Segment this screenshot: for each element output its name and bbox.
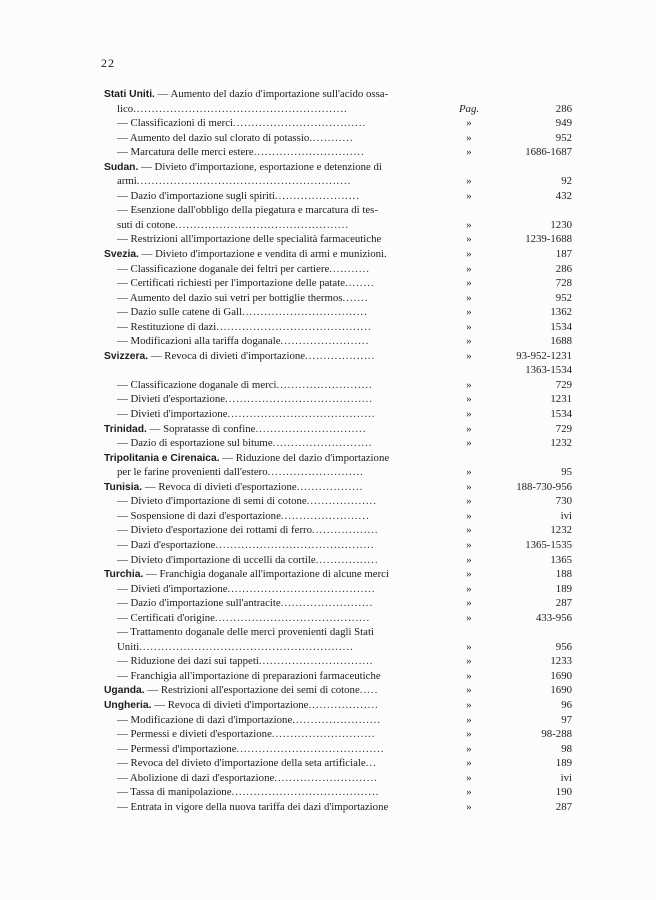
leader-dots: .......................................................... xyxy=(133,102,348,115)
entry-description: — Divieto d'importazione di uccelli da cortile xyxy=(117,553,316,566)
leader-dots: .................................. xyxy=(242,306,368,319)
entry-description: — Divieti d'importazione xyxy=(117,408,228,421)
page-reference: 93-952-1231 xyxy=(516,349,572,362)
page-reference: 1233 xyxy=(550,655,572,668)
entry-text xyxy=(104,567,449,583)
page-reference: 432 xyxy=(555,189,572,202)
page-marker: » xyxy=(466,786,472,799)
entry-text xyxy=(104,102,462,117)
entry-text xyxy=(104,203,462,218)
page-marker: Pag. xyxy=(458,102,480,115)
country-name: Tunisia. xyxy=(104,481,143,493)
index-entry xyxy=(104,625,572,640)
index-entry xyxy=(104,582,572,597)
page-reference: 286 xyxy=(555,102,572,115)
index-entry xyxy=(104,538,572,553)
index-list xyxy=(104,87,572,814)
entry-text xyxy=(104,625,462,640)
index-entry xyxy=(104,698,572,713)
entry-description: — Dazio di esportazione sul bitume xyxy=(117,437,273,450)
entry-text xyxy=(104,785,462,800)
entry-text xyxy=(104,596,462,611)
entry-text xyxy=(104,218,462,233)
entry-text xyxy=(104,116,462,131)
page-marker: » xyxy=(466,640,472,653)
entry-description: — Restrizioni all'esportazione dei semi di cotone xyxy=(144,684,360,697)
entry-description: — Modificazioni alla tariffa doganale xyxy=(117,335,281,348)
index-entry xyxy=(104,378,572,393)
entry-description: — Dazio d'importazione sugli spiriti xyxy=(117,189,275,202)
entry-description: — Revoca di divieti d'importazione xyxy=(148,349,306,362)
page-reference: 287 xyxy=(555,800,572,813)
page-reference: 952 xyxy=(555,291,572,304)
leader-dots: .................. xyxy=(296,480,364,493)
leader-dots: ............................... xyxy=(258,655,374,668)
page-reference: 1688 xyxy=(550,335,572,348)
entry-description: — Permessi d'importazione xyxy=(117,742,237,755)
leader-dots: ......................... xyxy=(280,597,374,610)
entry-text xyxy=(104,232,462,247)
index-entry xyxy=(104,523,572,538)
entry-description: — Revoca di divieti d'esportazione xyxy=(142,480,297,493)
entry-description: — Franchigia doganale all'importazione di alcune merci xyxy=(143,568,389,581)
entry-description: — Aumento del dazio d'importazione sull'acido ossa- xyxy=(154,88,389,100)
page-marker: » xyxy=(466,422,472,435)
leader-dots: ........................................ xyxy=(236,742,385,755)
entry-text xyxy=(104,378,462,393)
page-reference: 1232 xyxy=(550,437,572,450)
entry-text xyxy=(104,800,462,815)
entry-description: — Divieti d'esportazione xyxy=(117,393,226,406)
page-reference: 1231 xyxy=(550,393,572,406)
entry-text xyxy=(104,145,462,160)
page-reference: 189 xyxy=(555,757,572,770)
leader-dots: ................. xyxy=(315,553,379,566)
page-marker: » xyxy=(466,393,472,406)
page-marker: » xyxy=(466,117,472,130)
leader-dots: ........................................ xyxy=(227,582,376,595)
page-reference: 1690 xyxy=(550,684,572,697)
entry-description: — Trattamento doganale delle merci provenienti dagli Stati xyxy=(117,626,374,639)
entry-description: — Permessi e divieti d'esportazione xyxy=(117,728,272,741)
entry-description: — Entrata in vigore della nuova tariffa dei dazi d'importazione xyxy=(117,800,389,813)
entry-description: — Restrizioni all'importazione delle specialità farmaceutiche xyxy=(117,233,382,246)
page-reference: 1362 xyxy=(550,306,572,319)
page-marker: » xyxy=(466,582,472,595)
page-reference: 949 xyxy=(555,117,572,130)
entry-text xyxy=(104,713,462,728)
entry-description: — Riduzione dei dazi sui tappeti xyxy=(117,655,259,668)
entry-description: — Tassa di manipolazione xyxy=(117,786,232,799)
leader-dots: ....................... xyxy=(274,189,360,202)
leader-dots: ........................................... xyxy=(215,538,375,551)
page-reference: 1534 xyxy=(550,320,572,333)
index-entry xyxy=(104,276,572,291)
entry-text xyxy=(104,262,462,277)
page-marker: » xyxy=(466,669,472,682)
page-marker: » xyxy=(466,713,472,726)
page-reference: 1365 xyxy=(550,553,572,566)
page-marker: » xyxy=(466,218,472,231)
page-reference: 188-730-956 xyxy=(516,480,572,493)
page-marker: » xyxy=(466,248,472,261)
page-reference: 1239-1688 xyxy=(525,233,572,246)
entry-text xyxy=(104,640,462,655)
entry-text xyxy=(104,451,449,467)
page-reference: 95 xyxy=(561,466,572,479)
page-marker: » xyxy=(466,378,472,391)
entry-description: — Dazio d'importazione sull'antracite xyxy=(117,597,281,610)
page-reference: 98 xyxy=(561,742,572,755)
entry-text xyxy=(104,189,462,204)
entry-text xyxy=(104,392,462,407)
index-entry xyxy=(104,640,572,655)
leader-dots: ... xyxy=(365,757,377,770)
entry-description: — Divieti d'importazione xyxy=(117,582,228,595)
page-marker: » xyxy=(466,291,472,304)
leader-dots: .......................................... xyxy=(214,611,371,624)
entry-description: armi xyxy=(117,175,137,188)
page-number: 22 xyxy=(101,56,115,70)
entry-description: — Dazio sulle catene di Gall xyxy=(117,306,243,319)
country-name: Tripolitania e Cirenaica. xyxy=(104,452,220,464)
entry-text xyxy=(104,553,462,568)
page-reference: 1232 xyxy=(550,524,572,537)
page-marker: » xyxy=(466,568,472,581)
page-marker: » xyxy=(466,698,472,711)
page-marker: » xyxy=(466,757,472,770)
page-marker: » xyxy=(466,495,472,508)
entry-text xyxy=(104,276,462,291)
page-marker: » xyxy=(466,131,472,144)
entry-text xyxy=(104,523,462,538)
page-marker: » xyxy=(466,597,472,610)
entry-text xyxy=(104,509,462,524)
entry-text xyxy=(104,305,462,320)
page-reference: 728 xyxy=(555,277,572,290)
index-entry xyxy=(104,422,572,437)
entry-description: — Aumento del dazio sui vetri per bottiglie thermos xyxy=(117,291,343,304)
page-marker: » xyxy=(466,408,472,421)
leader-dots: ........................... xyxy=(272,437,373,450)
leader-dots: ........................................ xyxy=(231,786,380,799)
page-marker: » xyxy=(466,538,472,551)
page-reference: 96 xyxy=(561,698,572,711)
page-marker: » xyxy=(466,684,472,697)
leader-dots: ....... xyxy=(342,291,369,304)
entry-text xyxy=(104,771,462,786)
entry-description: — Certificati d'origine xyxy=(117,611,215,624)
index-entry xyxy=(104,392,572,407)
entry-description: — Abolizione di dazi d'esportazione xyxy=(117,771,275,784)
index-entry xyxy=(104,320,572,335)
entry-text xyxy=(104,727,462,742)
entry-description: — Aumento del dazio sul clorato di potassio xyxy=(117,131,310,144)
entry-description: — Esenzione dall'obbligo della piegatura e marcatura di tes- xyxy=(117,204,378,217)
leader-dots: .......................................................... xyxy=(136,175,352,188)
entry-text xyxy=(104,422,449,438)
page-marker: » xyxy=(466,655,472,668)
country-name: Trinidad. xyxy=(104,423,147,435)
index-entry xyxy=(104,683,572,698)
entry-description: — Certificati richiesti per l'importazione delle patate xyxy=(117,277,345,290)
index-entry xyxy=(104,742,572,757)
leader-dots: .......................................... xyxy=(216,320,372,333)
leader-dots: ............ xyxy=(309,131,354,144)
index-entry xyxy=(104,291,572,306)
index-entry xyxy=(104,247,572,262)
entry-description: suti di cotone xyxy=(117,218,176,231)
country-name: Ungheria. xyxy=(104,699,152,711)
entry-text xyxy=(104,131,462,146)
leader-dots: ................... xyxy=(306,495,377,508)
index-entry xyxy=(104,116,572,131)
page-reference: 433-956 xyxy=(536,611,572,624)
index-entry xyxy=(104,87,572,102)
entry-description: — Marcatura delle merci estere xyxy=(117,146,254,159)
leader-dots: ........... xyxy=(329,262,370,275)
page-marker: » xyxy=(466,509,472,522)
page-reference: 188 xyxy=(555,568,572,581)
index-entry xyxy=(104,305,572,320)
entry-text xyxy=(104,334,462,349)
index-entry xyxy=(104,189,572,204)
page-marker: » xyxy=(466,480,472,493)
leader-dots: ............................................... xyxy=(175,218,350,231)
leader-dots: ............................ xyxy=(271,728,376,741)
page-marker: » xyxy=(466,320,472,333)
country-name: Svizzera. xyxy=(104,350,149,362)
page-reference: 1365-1535 xyxy=(525,538,572,551)
index-entry xyxy=(104,203,572,218)
page-reference: 729 xyxy=(555,378,572,391)
index-entry xyxy=(104,596,572,611)
entry-description: — Modificazione di dazi d'importazione xyxy=(117,713,293,726)
page-marker: » xyxy=(466,800,472,813)
page-marker: » xyxy=(466,189,472,202)
leader-dots: ........ xyxy=(345,277,375,290)
page-marker: » xyxy=(466,349,472,362)
page-reference: 189 xyxy=(555,582,572,595)
index-entry xyxy=(104,334,572,349)
entry-text xyxy=(104,160,449,176)
page-marker: » xyxy=(466,524,472,537)
entry-description: per le farine provenienti dall'estero xyxy=(117,466,268,479)
entry-description: — Sospensione di dazi d'esportazione xyxy=(117,509,281,522)
country-name: Turchia. xyxy=(104,569,144,581)
entry-text xyxy=(104,480,449,496)
page-reference: 190 xyxy=(555,786,572,799)
index-entry xyxy=(104,654,572,669)
index-entry xyxy=(104,713,572,728)
entry-description: — Restituzione di dazi xyxy=(117,320,217,333)
entry-description: — Classificazioni di merci xyxy=(117,117,234,130)
entry-text xyxy=(104,538,462,553)
index-entry xyxy=(104,349,572,364)
entry-description: — Revoca del divieto d'importazione della seta artificiale xyxy=(117,757,366,770)
index-entry xyxy=(104,102,572,117)
entry-description: — Franchigia all'importazione di preparazioni farmaceutiche xyxy=(117,669,381,682)
page-marker: » xyxy=(466,742,472,755)
leader-dots: .............................. xyxy=(253,146,365,159)
entry-text xyxy=(104,756,462,771)
page-reference: 1230 xyxy=(550,218,572,231)
page-reference: 730 xyxy=(555,495,572,508)
page-reference: 92 xyxy=(561,175,572,188)
country-name: Stati Uniti. xyxy=(104,89,155,100)
page-reference: 952 xyxy=(555,131,572,144)
index-entry xyxy=(104,262,572,277)
leader-dots: .............................. xyxy=(255,422,367,435)
index-entry xyxy=(104,480,572,495)
entry-description: — Riduzione del dazio d'importazione xyxy=(219,451,390,464)
index-entry xyxy=(104,669,572,684)
page-reference: 1686-1687 xyxy=(525,146,572,159)
index-entry xyxy=(104,509,572,524)
page-reference: ivi xyxy=(560,509,572,522)
page-marker: » xyxy=(466,466,472,479)
country-name: Svezia. xyxy=(104,249,139,261)
index-entry xyxy=(104,407,572,422)
leader-dots: ............................ xyxy=(274,771,378,784)
index-entry xyxy=(104,800,572,815)
page-reference: 98-288 xyxy=(541,728,572,741)
index-entry xyxy=(104,131,572,146)
index-entry xyxy=(104,174,572,189)
entry-text xyxy=(104,291,462,306)
entry-description: Uniti xyxy=(117,640,140,653)
index-entry xyxy=(104,494,572,509)
entry-text xyxy=(104,465,462,480)
page-reference: 286 xyxy=(555,262,572,275)
leader-dots: ........................ xyxy=(280,335,370,348)
entry-description: — Divieto d'esportazione dei rottami di ferro xyxy=(117,524,313,537)
entry-description: — Classificazione doganale dei feltri per cartiere xyxy=(117,262,330,275)
index-entry xyxy=(104,785,572,800)
entry-text xyxy=(104,669,462,684)
entry-description: — Divieto d'importazione di semi di cotone xyxy=(117,495,307,508)
entry-text xyxy=(104,654,462,669)
leader-dots: .......................... xyxy=(276,378,373,391)
entry-description: — Divieto d'importazione e vendita di armi e munizioni. xyxy=(138,248,387,261)
page-reference: 1690 xyxy=(550,669,572,682)
page-reference: 1534 xyxy=(550,408,572,421)
index-entry xyxy=(104,451,572,466)
leader-dots: .......................... xyxy=(267,466,364,479)
entry-text xyxy=(104,582,462,597)
index-entry xyxy=(104,363,572,378)
entry-text xyxy=(104,683,449,699)
leader-dots: ........................................ xyxy=(225,393,374,406)
page-marker: » xyxy=(466,553,472,566)
index-entry xyxy=(104,160,572,175)
leader-dots: .................. xyxy=(312,524,379,537)
entry-description: — Sopratasse di confine xyxy=(146,422,256,435)
entry-description: lico xyxy=(117,102,134,115)
page-reference: 97 xyxy=(561,713,572,726)
entry-text xyxy=(104,494,462,509)
index-entry xyxy=(104,232,572,247)
page-reference: 187 xyxy=(555,248,572,261)
index-entry xyxy=(104,756,572,771)
entry-description: — Divieto d'importazione, esportazione e detenzione di xyxy=(138,160,382,173)
page-reference: 1363-1534 xyxy=(525,364,572,377)
page-marker: » xyxy=(466,771,472,784)
index-entry xyxy=(104,145,572,160)
page-reference: 956 xyxy=(555,640,572,653)
entry-text xyxy=(104,611,462,626)
index-entry xyxy=(104,567,572,582)
page-marker: » xyxy=(466,277,472,290)
entry-text xyxy=(104,247,449,263)
page-marker: » xyxy=(466,146,472,159)
page-marker: » xyxy=(466,611,472,624)
entry-text xyxy=(104,407,462,422)
leader-dots: ................... xyxy=(305,349,376,362)
page-reference: 729 xyxy=(555,422,572,435)
leader-dots: .................................... xyxy=(233,117,367,130)
page-marker: » xyxy=(466,728,472,741)
index-entry xyxy=(104,727,572,742)
leader-dots: ........................ xyxy=(280,509,370,522)
page-marker: » xyxy=(466,437,472,450)
entry-description: — Revoca di divieti d'importazione xyxy=(151,698,309,711)
entry-text xyxy=(104,742,462,757)
page-marker: » xyxy=(466,335,472,348)
country-name: Uganda. xyxy=(104,685,145,697)
entry-text xyxy=(104,174,462,189)
leader-dots: ..... xyxy=(359,684,379,697)
page-reference: 287 xyxy=(555,597,572,610)
page-marker: » xyxy=(466,175,472,188)
entry-text xyxy=(104,87,449,103)
leader-dots: ........................................ xyxy=(227,408,376,421)
index-entry xyxy=(104,611,572,626)
index-entry xyxy=(104,465,572,480)
entry-description: — Classificazione doganale di merci xyxy=(117,378,277,391)
entry-text xyxy=(104,320,462,335)
leader-dots: .......................................................... xyxy=(139,640,354,653)
leader-dots: ................... xyxy=(308,698,379,711)
entry-description: — Dazi d'esportazione xyxy=(117,538,216,551)
page-reference: ivi xyxy=(560,771,572,784)
country-name: Sudan. xyxy=(104,161,139,173)
index-entry xyxy=(104,771,572,786)
index-entry xyxy=(104,436,572,451)
page-marker: » xyxy=(466,233,472,246)
leader-dots: ........................ xyxy=(292,713,382,726)
index-entry xyxy=(104,553,572,568)
entry-text xyxy=(104,349,449,365)
page-marker: » xyxy=(466,262,472,275)
entry-text xyxy=(104,436,462,451)
entry-text xyxy=(104,698,449,714)
index-entry xyxy=(104,218,572,233)
page-marker: » xyxy=(466,306,472,319)
